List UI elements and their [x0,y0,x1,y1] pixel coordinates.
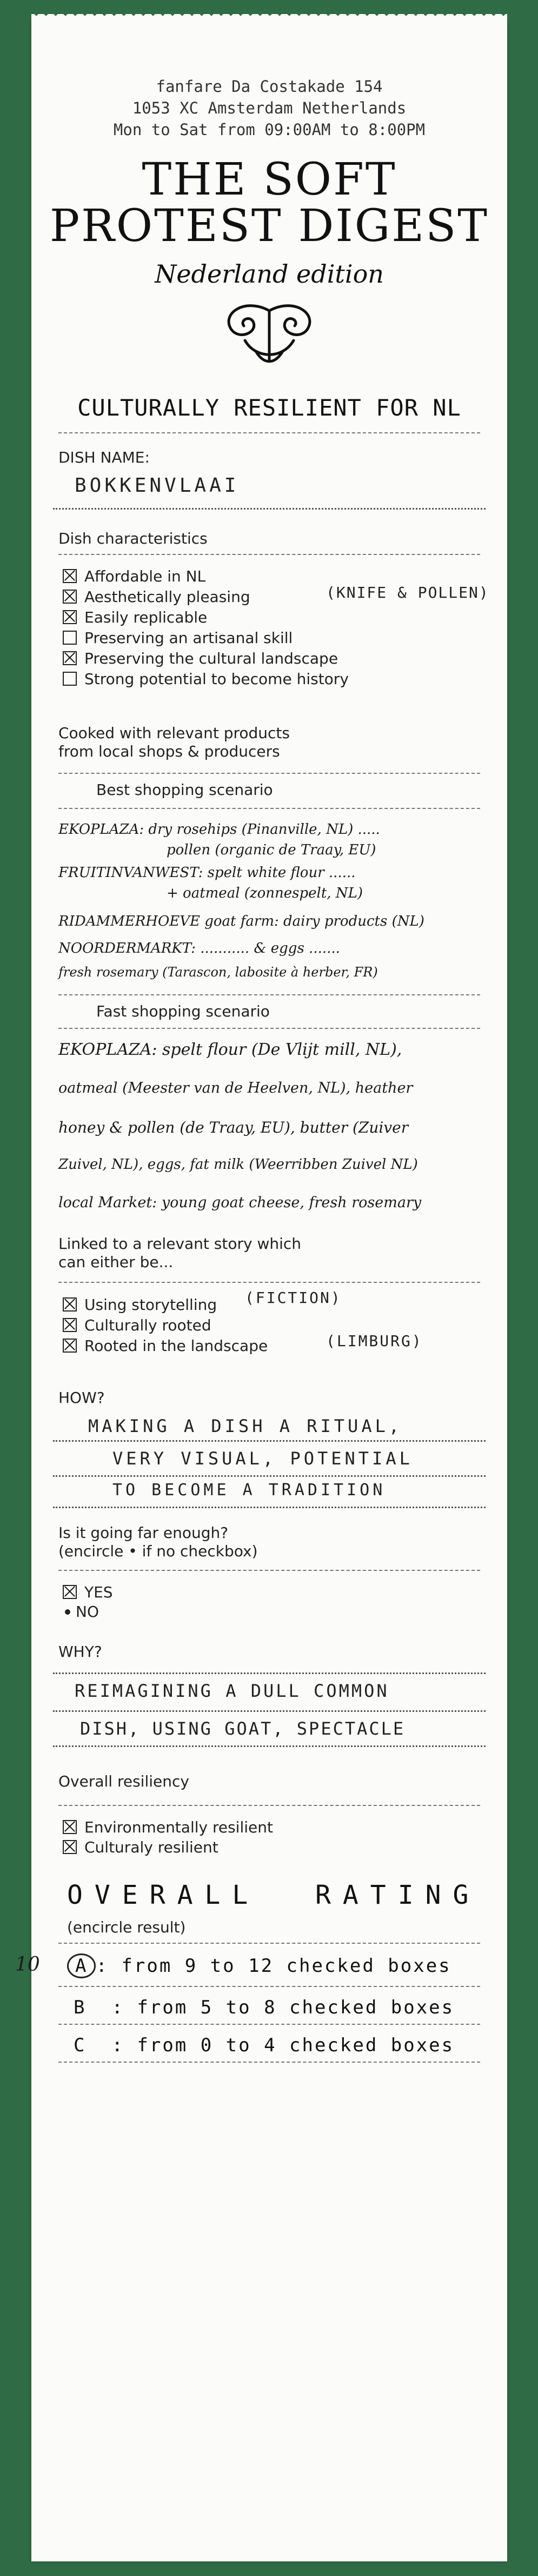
grade-circle: A [67,1953,96,1978]
story-item-label: Culturally rooted [84,1316,211,1334]
edition-label: Nederland edition [155,259,384,289]
divider [58,432,480,433]
handwritten-note: (KNIFE & POLLEN) [326,584,489,601]
score-handwritten: 10 [15,1953,40,1976]
divider [58,773,480,774]
bullet-icon [65,1609,70,1615]
divider [53,1745,486,1747]
rating-title-left: OVERALL [67,1880,260,1910]
story-label-line: Linked to a relevant story which [58,1235,302,1253]
divider [58,994,480,995]
checkbox[interactable] [63,1585,77,1599]
shop-address [31,76,507,140]
divider [58,808,480,809]
checkbox[interactable] [63,1840,77,1854]
characteristic-item [63,650,338,668]
title-line-2: PROTEST DIGEST [50,200,489,252]
ornament-icon [31,300,507,373]
grade-label: B [74,1997,87,2018]
checkbox[interactable] [63,610,77,624]
how-label: HOW? [58,1389,105,1407]
story-item-label: Rooted in the landscape [84,1337,268,1355]
rating-title-right: RATING [315,1880,481,1910]
checkbox[interactable] [63,1339,77,1353]
yes-label: YES [84,1583,113,1601]
divider [53,1672,486,1674]
far-enough-line: Is it going far enough? [58,1524,229,1542]
divider [58,1986,480,1987]
handwritten-note: (FICTION) [245,1289,342,1307]
story-label-line: can either be... [58,1253,174,1271]
rating-row-text: : from 5 to 8 checked boxes [111,1997,455,2018]
divider [58,554,480,555]
rating-row-b [74,1997,454,2018]
resiliency-item [63,1818,273,1837]
best-shop-line: pollen (organic de Traay, EU) [167,842,376,858]
characteristic-label: Easily replicable [84,608,208,626]
resiliency-label: Culturaly resilient [84,1838,218,1856]
divider [58,1028,480,1029]
rating-subtitle: (encircle result) [67,1918,186,1936]
divider [53,1475,486,1477]
characteristic-item [63,608,207,627]
characteristic-label: Preserving an artisanal skill [84,629,293,647]
story-item [63,1337,268,1355]
fast-shop-line: honey & pollen (de Traay, EU), butter (Zuiver [58,1119,409,1136]
divider [58,2062,480,2063]
divider [58,1282,480,1283]
checkbox[interactable] [63,590,77,604]
checkbox[interactable] [63,651,77,665]
rating-row-text: : from 0 to 4 checked boxes [111,2035,455,2056]
receipt [15,22,507,2561]
overall-resiliency-label: Overall resiliency [58,1772,189,1790]
characteristic-label: Preserving the cultural landscape [84,650,338,667]
handwritten-note: (LIMBURG) [326,1332,423,1350]
divider [53,1507,486,1508]
rating-row-c [74,2035,454,2056]
characteristic-item [63,588,250,606]
why-line: DISH, USING GOAT, SPECTACLE [80,1718,406,1739]
yes-option[interactable] [63,1583,113,1602]
far-enough-label [58,1524,258,1561]
shop-hours-line: Mon to Sat from 09:00AM to 8:00PM [113,121,426,139]
best-shop-line: + oatmeal (zonnespelt, NL) [167,885,363,901]
checkbox[interactable] [63,672,77,686]
fast-scenario-label: Fast shopping scenario [96,1002,270,1020]
checkbox[interactable] [63,569,77,583]
fast-shop-line: Zuivel, NL), eggs, fat milk (Weerribben Zuivel NL) [58,1156,418,1173]
divider [53,1710,486,1712]
best-shop-line: FRUITINVANWEST: spelt white flour ...... [58,865,356,881]
divider [58,1943,480,1944]
dish-name-value: BOKKENVLAAI [75,474,240,497]
characteristic-item [63,670,349,688]
characteristic-label: Aesthetically pleasing [84,588,250,606]
cooked-label [58,724,290,761]
divider [53,1440,486,1442]
far-enough-line: (encircle • if no checkbox) [58,1542,258,1560]
characteristic-item [63,629,293,647]
grade-label: C [74,2035,87,2056]
story-label [58,1235,301,1272]
divider [58,1570,480,1571]
how-line: MAKING A DISH A RITUAL, [88,1416,403,1436]
best-shop-line: EKOPLAZA: dry rosehips (Pinanville, NL) ..... [58,821,380,838]
why-label: WHY? [58,1643,102,1661]
characteristic-label: Affordable in NL [84,567,206,585]
fast-shop-line: EKOPLAZA: spelt flour (De Vlijt mill, NL), [58,1040,402,1059]
divider [58,2024,480,2025]
best-shop-line: fresh rosemary (Tarascon, labosite à herber, FR) [58,965,378,980]
checkbox[interactable] [63,1318,77,1332]
checkbox[interactable] [63,1820,77,1834]
rating-row-text: : from 9 to 12 checked boxes [96,1955,451,1977]
no-option[interactable] [63,1603,99,1621]
dish-name-label: DISH NAME: [58,449,150,466]
cooked-line: from local shops & producers [58,742,280,760]
story-item [63,1316,211,1335]
fast-shop-line: oatmeal (Meester van de Heelven, NL), heather [58,1080,413,1096]
cooked-line: Cooked with relevant products [58,724,290,742]
divider [58,1805,480,1806]
shop-city-line: 1053 XC Amsterdam Netherlands [132,99,407,117]
how-line: TO BECOME A TRADITION [112,1481,386,1500]
characteristic-label: Strong potential to become history [84,670,349,688]
story-item-label: Using storytelling [84,1296,217,1314]
checkbox[interactable] [63,631,77,645]
fast-shop-line: local Market: young goat cheese, fresh rosemary [58,1194,422,1211]
best-shop-line: NOORDERMARKT: ........... & eggs ....... [58,940,340,956]
checkbox[interactable] [63,1297,77,1312]
resiliency-label: Environmentally resilient [84,1818,273,1836]
title-line-1: THE SOFT [142,154,397,205]
rating-row-a [67,1953,451,1978]
shop-name-line: fanfare Da Costakade 154 [156,77,383,96]
best-scenario-label: Best shopping scenario [96,781,273,799]
story-item [63,1296,217,1314]
how-line: VERY VISUAL, POTENTIAL [112,1448,413,1469]
divider [53,508,486,510]
characteristics-label: Dish characteristics [58,530,208,547]
resiliency-item [63,1838,218,1857]
no-label: NO [76,1603,99,1621]
why-line: REIMAGINING A DULL COMMON [75,1681,389,1701]
masthead-title [31,154,507,252]
subtitle: CULTURALLY RESILIENT FOR NL [77,394,461,421]
best-shop-line: RIDAMMERHOEVE goat farm: dairy products (NL) [58,913,424,929]
characteristic-item [63,567,205,586]
